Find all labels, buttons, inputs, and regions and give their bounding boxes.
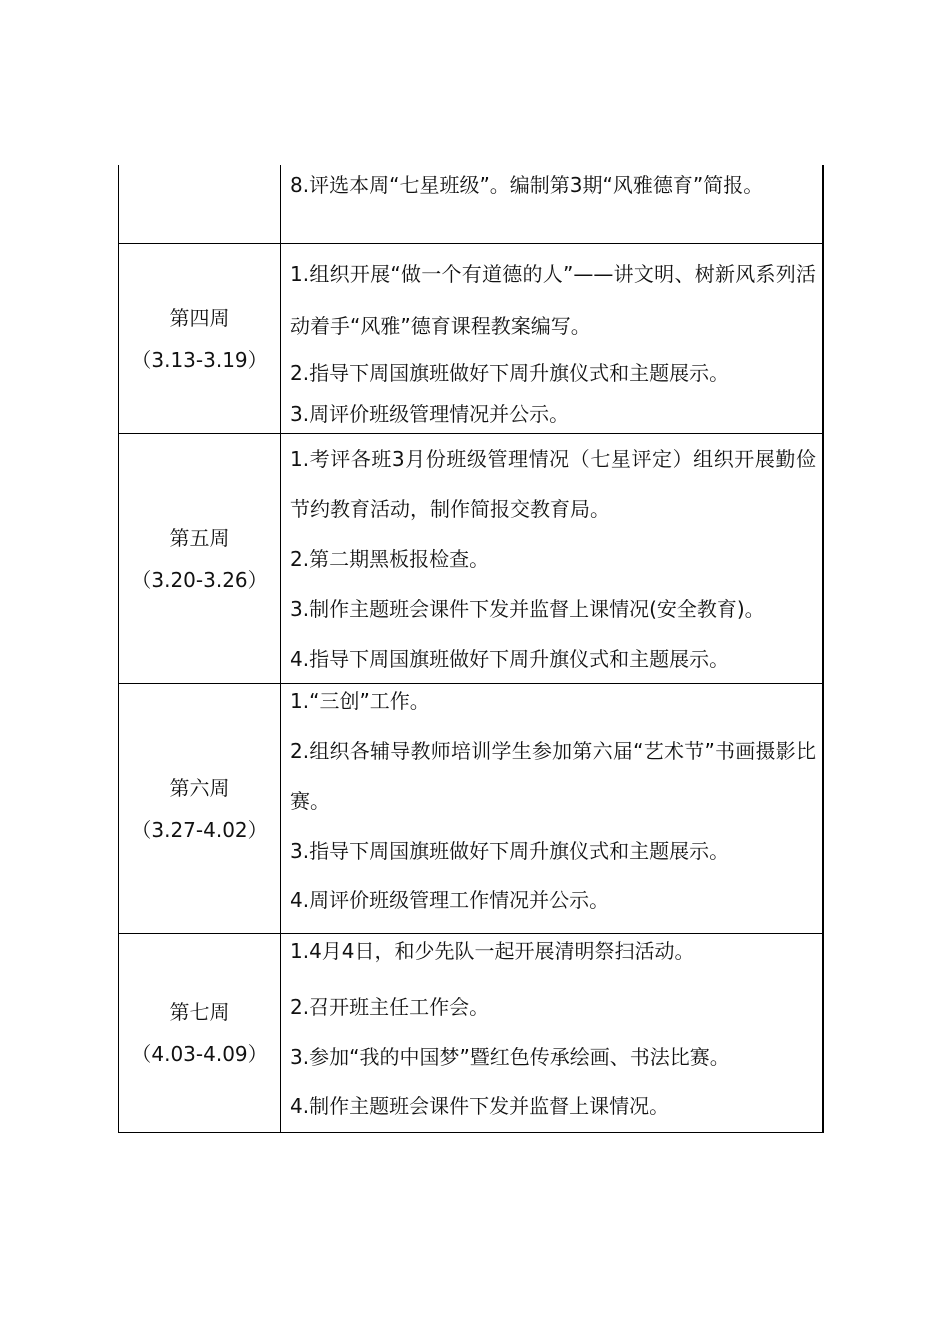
task-item: 4.指导下周国旗班做好下周升旗仪式和主题展示。 — [290, 647, 730, 671]
week-cell — [119, 165, 281, 243]
task-item: 2.召开班主任工作会。 — [290, 995, 490, 1019]
week-cell — [119, 934, 281, 1132]
week-cell — [119, 244, 281, 433]
task-item: 8.评选本周“七星班级”。编制第3期“风雅德育”简报。 — [290, 173, 764, 197]
task-item: 2.组织各辅导教师培训学生参加第六届“艺术节”书画摄影比赛。 — [290, 739, 816, 813]
task-item: 4.制作主题班会课件下发并监督上课情况。 — [290, 1094, 670, 1118]
table-row — [118, 165, 824, 244]
week-label: 第四周 — [169, 305, 230, 330]
task-item: 3.制作主题班会课件下发并监督上课情况(安全教育)。 — [290, 597, 765, 621]
week-dates: （3.20-3.26） — [131, 567, 268, 592]
week-label: 第六周 — [169, 775, 230, 800]
week-label: 第七周 — [169, 1000, 230, 1024]
task-item: 4.周评价班级管理工作情况并公示。 — [290, 888, 610, 912]
table-row — [118, 934, 824, 1133]
week-cell — [119, 684, 281, 933]
tasks-cell — [281, 165, 822, 243]
table-row — [118, 434, 824, 684]
task-item: 1.4月4日，和少先队一起开展清明祭扫活动。 — [290, 939, 695, 963]
week-label: 第五周 — [169, 525, 230, 550]
task-item: 3.指导下周国旗班做好下周升旗仪式和主题展示。 — [290, 839, 730, 863]
week-dates: （4.03-4.09） — [131, 1042, 268, 1066]
task-item: 1.“三创”工作。 — [290, 689, 430, 713]
schedule-table — [118, 165, 824, 1133]
task-item: 1.组织开展“做一个有道德的人”——讲文明、树新风系列活动着手“风雅”德育课程教案编写。 — [290, 262, 816, 338]
tasks-cell — [281, 684, 822, 933]
week-dates: （3.13-3.19） — [131, 347, 268, 372]
task-item: 3.参加“我的中国梦”暨红色传承绘画、书法比赛。 — [290, 1045, 730, 1069]
task-item: 2.第二期黑板报检查。 — [290, 547, 490, 571]
table-row — [118, 244, 824, 434]
tasks-cell — [281, 244, 822, 433]
task-item: 1.考评各班3月份班级管理情况（七星评定）组织开展勤俭节约教育活动，制作简报交教育局。 — [290, 447, 816, 521]
tasks-cell — [281, 434, 822, 683]
task-item: 2.指导下周国旗班做好下周升旗仪式和主题展示。 — [290, 361, 730, 385]
week-dates: （3.27-4.02） — [131, 817, 268, 842]
tasks-cell — [281, 934, 822, 1132]
week-cell — [119, 434, 281, 683]
task-item: 3.周评价班级管理情况并公示。 — [290, 402, 570, 426]
table-row — [118, 684, 824, 934]
